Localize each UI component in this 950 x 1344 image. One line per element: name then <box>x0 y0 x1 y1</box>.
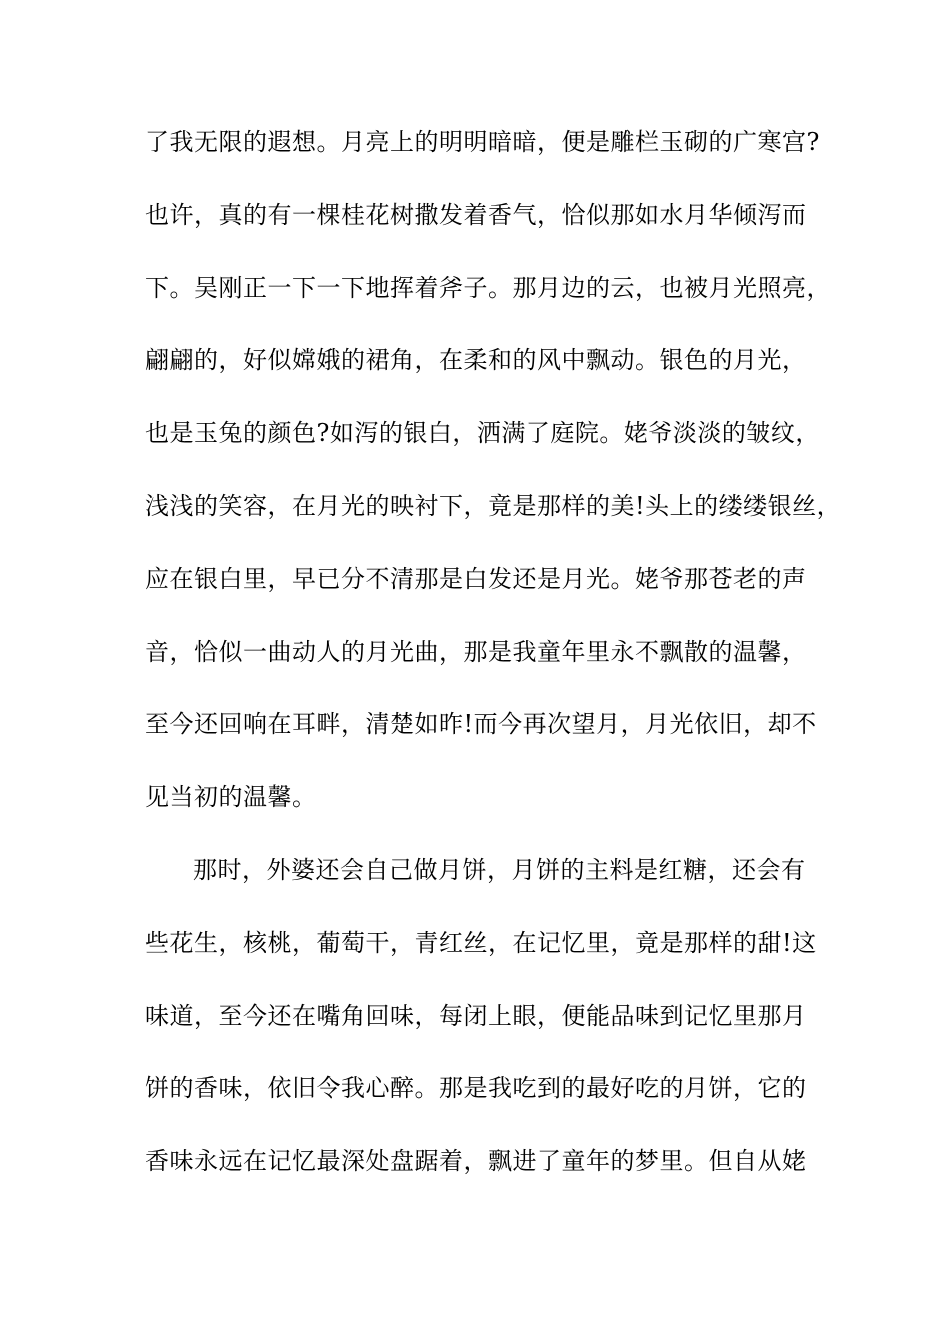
text-line: 音，恰似一曲动人的月光曲，那是我童年里永不飘散的温馨， <box>145 637 807 666</box>
text-line: 香味永远在记忆最深处盘踞着，飘进了童年的梦里。但自从姥 <box>145 1147 807 1176</box>
text-line: 些花生，核桃，葡萄干，青红丝，在记忆里，竟是那样的甜!这 <box>145 928 817 957</box>
text-line: 浅浅的笑容，在月光的映衬下，竟是那样的美!头上的缕缕银丝， <box>145 491 842 520</box>
text-line: 了我无限的遐想。月亮上的明明暗暗，便是雕栏玉砌的广寒宫? <box>145 128 820 156</box>
text-line: 翩翩的，好似嫦娥的裙角，在柔和的风中飘动。银色的月光， <box>145 346 807 375</box>
text-line: 下。吴刚正一下一下地挥着斧子。那月边的云，也被月光照亮， <box>145 273 831 302</box>
text-line: 饼的香味，依旧令我心醉。那是我吃到的最好吃的月饼，它的 <box>145 1074 807 1103</box>
text-line: 应在银白里，早已分不清那是白发还是月光。姥爷那苍老的声 <box>145 564 807 593</box>
text-line: 味道，至今还在嘴角回味，每闭上眼，便能品味到记忆里那月 <box>145 1001 807 1030</box>
body-text <box>145 122 842 1214</box>
text-line: 也许，真的有一棵桂花树撒发着香气，恰似那如水月华倾泻而 <box>145 200 807 229</box>
text-line: 也是玉兔的颜色?如泻的银白，洒满了庭院。姥爷淡淡的皱纹， <box>145 419 820 448</box>
paragraph-first-line: 那时，外婆还会自己做月饼，月饼的主料是红糖，还会有 <box>193 855 806 884</box>
text-line: 至今还回响在耳畔，清楚如昨!而今再次望月，月光依旧，却不 <box>145 710 817 739</box>
text-line: 见当初的温馨。 <box>145 783 317 812</box>
